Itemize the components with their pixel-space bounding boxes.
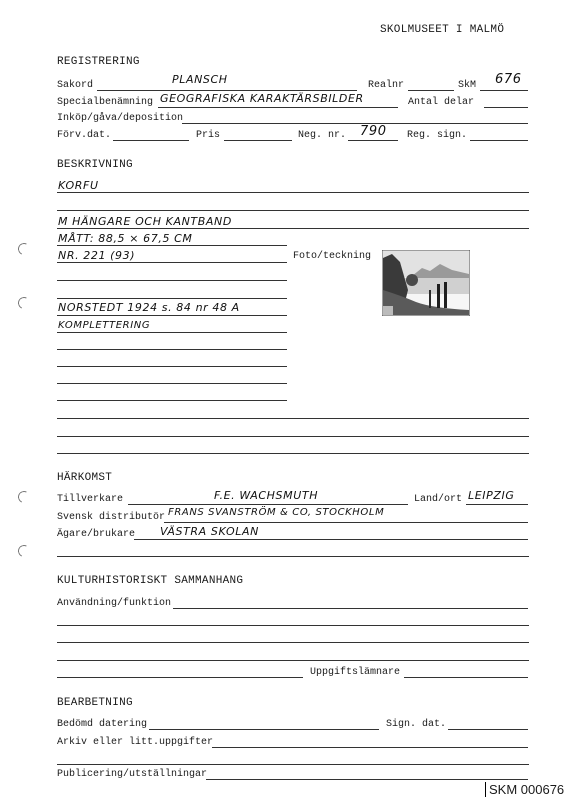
punch-hole-icon: [16, 489, 31, 504]
rule: [57, 436, 529, 437]
rule: [57, 642, 529, 643]
museum-header: SKOLMUSEET I MALMÖ: [380, 24, 505, 36]
arkiv-line: [212, 747, 528, 748]
rule: [57, 262, 287, 263]
distributor-value[interactable]: FRANS SVANSTRÖM & CO, STOCKHOLM: [168, 507, 385, 518]
rule: [57, 677, 303, 678]
rule: [57, 192, 529, 193]
antal-line: [484, 107, 528, 108]
sakord-label: Sakord: [57, 80, 94, 91]
bearbetning-heading: BEARBETNING: [57, 697, 133, 709]
publicering-label: Publicering/utställningar: [57, 769, 208, 780]
rule: [57, 418, 529, 419]
rule: [57, 349, 287, 350]
registrering-heading: REGISTRERING: [57, 56, 140, 68]
beskrivning-line-6[interactable]: KOMPLETTERING: [58, 320, 151, 331]
foto-label: Foto/teckning: [293, 251, 372, 262]
tillverkare-value[interactable]: F.E. WACHSMUTH: [214, 489, 319, 502]
beskrivning-line-5[interactable]: NORSTEDT 1924 s. 84 nr 48 A: [58, 301, 240, 314]
harkomst-heading: HÄRKOMST: [57, 472, 113, 484]
special-line: [158, 107, 398, 108]
beskrivning-heading: BESKRIVNING: [57, 159, 133, 171]
publicering-line: [206, 779, 528, 780]
punch-hole-icon: [16, 241, 31, 256]
rule: [57, 556, 529, 557]
landort-label: Land/ort: [414, 494, 463, 505]
photo-landscape-icon: [382, 250, 470, 316]
rule: [57, 315, 287, 316]
skm-label: SkM: [458, 80, 477, 91]
datering-line: [149, 729, 379, 730]
sakord-line: [97, 90, 357, 91]
forv-label: Förv.dat.: [57, 130, 112, 141]
skm-line: [480, 90, 528, 91]
realnr-line: [408, 90, 454, 91]
regsign-label: Reg. sign.: [407, 130, 468, 141]
landort-line: [466, 504, 528, 505]
special-value[interactable]: GEOGRAFISKA KARAKTÄRSBILDER: [160, 92, 364, 105]
sakord-value[interactable]: PLANSCH: [172, 73, 228, 86]
neg-value[interactable]: 790: [360, 124, 387, 139]
skm-value[interactable]: 676: [495, 72, 522, 87]
anvandning-label: Användning/funktion: [57, 598, 172, 609]
rule: [57, 210, 529, 211]
beskrivning-line-1[interactable]: KORFU: [58, 179, 99, 192]
rule: [57, 453, 529, 454]
agare-value[interactable]: VÄSTRA SKOLAN: [160, 525, 259, 538]
distributor-label: Svensk distributör: [57, 512, 166, 523]
rule: [57, 383, 287, 384]
rule: [57, 366, 287, 367]
sign-line: [448, 729, 528, 730]
agare-line: [134, 539, 528, 540]
special-label: Specialbenämning: [57, 97, 154, 108]
distributor-line: [164, 522, 528, 523]
beskrivning-line-2[interactable]: M HÄNGARE OCH KANTBAND: [58, 215, 232, 228]
tillverkare-line: [128, 504, 408, 505]
kultur-heading: KULTURHISTORISKT SAMMANHANG: [57, 575, 244, 587]
rule: [57, 280, 287, 281]
tillverkare-label: Tillverkare: [57, 494, 124, 505]
object-id: SKM 000676: [485, 782, 564, 797]
sign-label: Sign. dat.: [386, 719, 447, 730]
arkiv-label: Arkiv eller litt.uppgifter: [57, 737, 214, 748]
regsign-line: [470, 140, 528, 141]
pris-line: [224, 140, 292, 141]
datering-label: Bedömd datering: [57, 719, 148, 730]
neg-line: [348, 140, 398, 141]
neg-label: Neg. nr.: [298, 130, 347, 141]
beskrivning-line-4[interactable]: NR. 221 (93): [58, 249, 136, 262]
punch-hole-icon: [16, 295, 31, 310]
anvandning-line: [173, 608, 528, 609]
punch-hole-icon: [16, 543, 31, 558]
agare-label: Ägare/brukare: [57, 529, 136, 540]
rule: [57, 625, 529, 626]
rule: [57, 228, 529, 229]
realnr-label: Realnr: [368, 80, 405, 91]
antal-label: Antal delar: [408, 97, 475, 108]
rule: [57, 764, 529, 765]
inkop-label: Inköp/gåva/deposition: [57, 113, 184, 124]
photo-thumbnail: [382, 250, 470, 316]
beskrivning-line-3[interactable]: MÅTT: 88,5 × 67,5 CM: [58, 232, 193, 245]
rule: [57, 660, 529, 661]
inkop-line: [182, 123, 528, 124]
rule: [57, 400, 287, 401]
rule: [57, 298, 287, 299]
landort-value[interactable]: LEIPZIG: [468, 489, 515, 502]
uppgift-label: Uppgiftslämnare: [310, 667, 401, 678]
pris-label: Pris: [196, 130, 221, 141]
rule: [57, 245, 287, 246]
uppgift-line: [404, 677, 528, 678]
rule: [57, 332, 287, 333]
forv-line: [113, 140, 189, 141]
